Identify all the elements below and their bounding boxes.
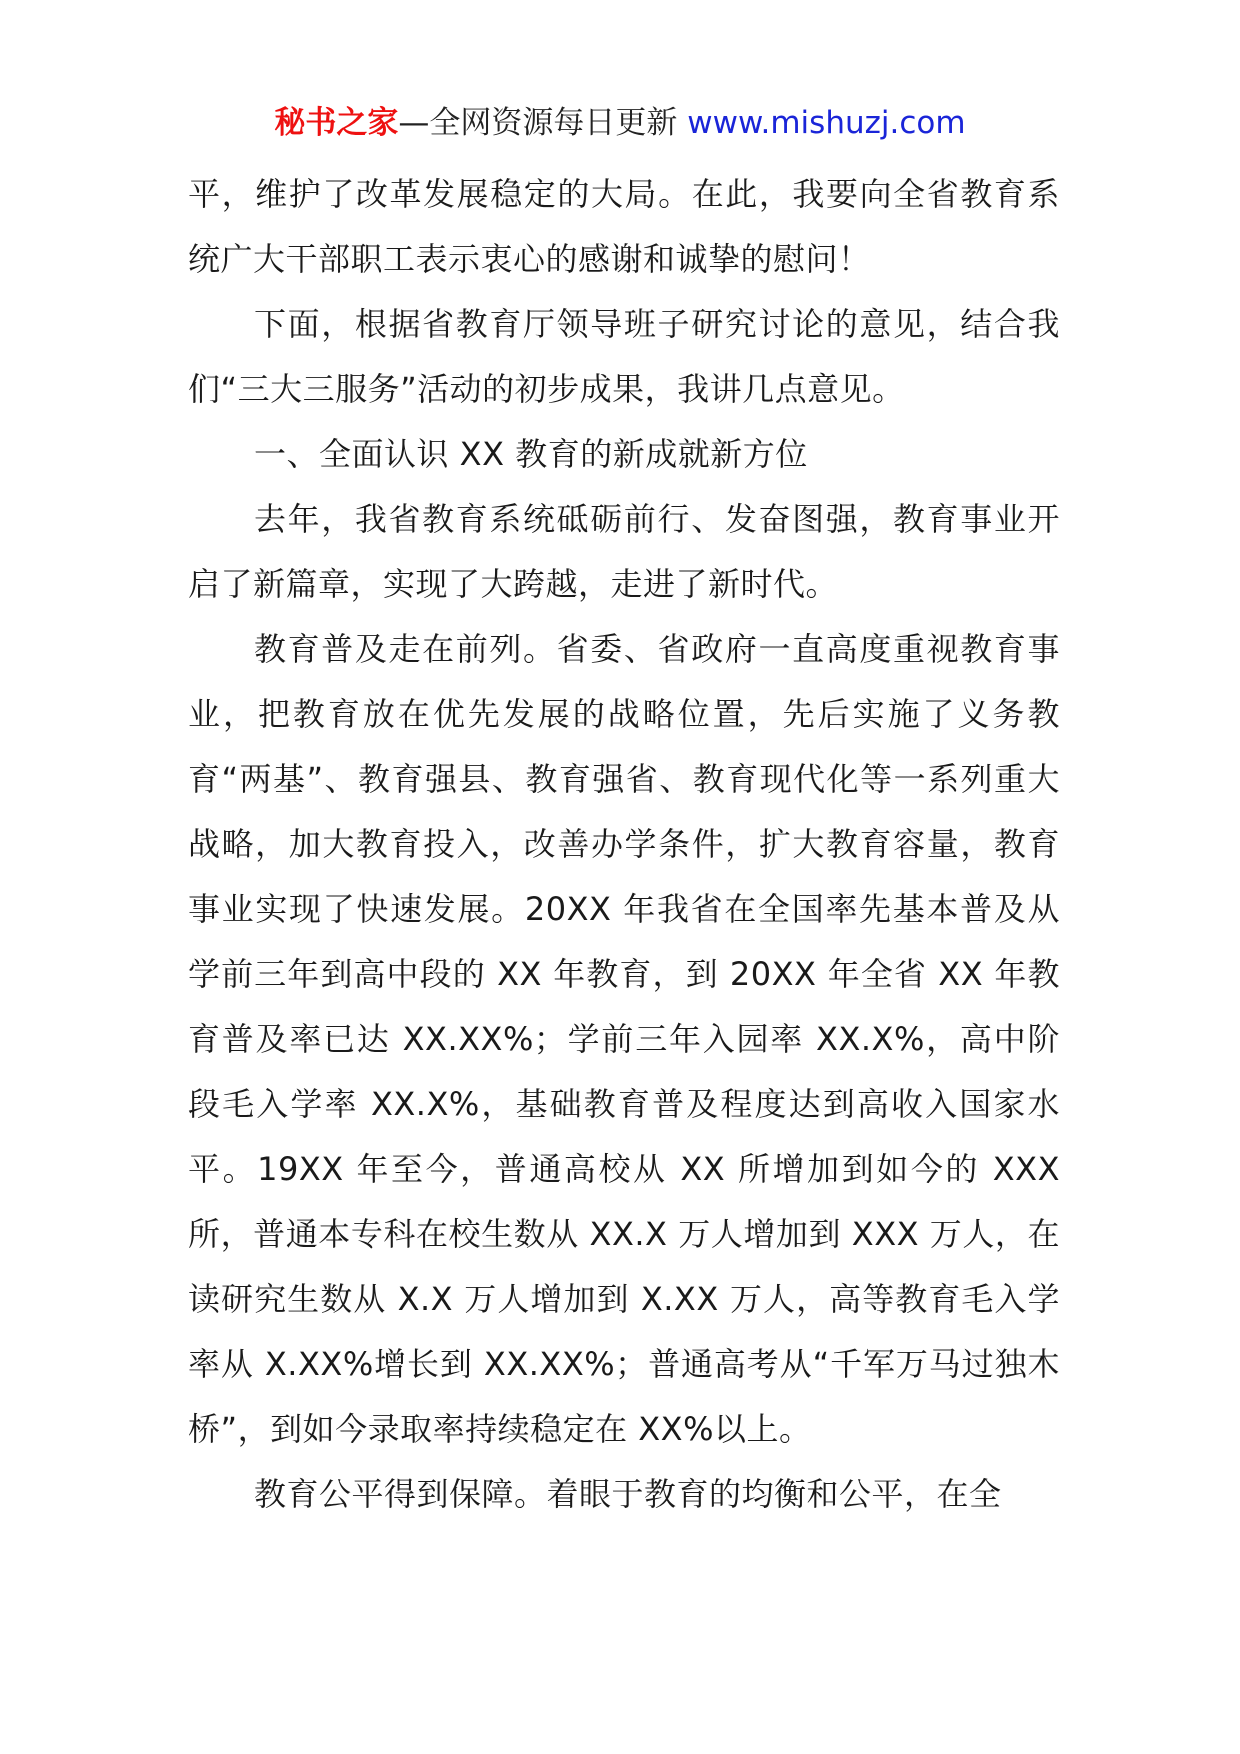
header-slogan: —全网资源每日更新: [398, 105, 678, 141]
brand-name: 秘书之家: [274, 105, 399, 141]
document-body: [188, 162, 1060, 1527]
site-header: [0, 101, 1240, 145]
section-heading: 一、全面认识 XX 教育的新成就新方位: [254, 435, 808, 473]
paragraph: 下面，根据省教育厅领导班子研究讨论的意见，结合我们“三大三服务”活动的初步成果，我讲几点意见。: [188, 305, 1060, 408]
paragraph-continuation: 平，维护了改革发展稳定的大局。在此，我要向全省教育系统广大干部职工表示衷心的感谢和诚挚的慰问！: [188, 175, 1060, 278]
site-url-link[interactable]: www.mishuzj.com: [687, 105, 966, 141]
paragraph: 教育公平得到保障。着眼于教育的均衡和公平，在全: [254, 1475, 1002, 1513]
paragraph: 去年，我省教育系统砥砺前行、发奋图强，教育事业开启了新篇章，实现了大跨越，走进了新时代。: [188, 500, 1060, 603]
paragraph: 教育普及走在前列。省委、省政府一直高度重视教育事业，把教育放在优先发展的战略位置，先后实施了义务教育“两基”、教育强县、教育强省、教育现代化等一系列重大战略，加大教育投入，改善办学条件，扩大教育容量，教育事业实现了快速发展。20XX 年我省在全国率先基本普及从学前三年到高中段的 XX 年教育，到 20XX 年全省 XX 年教育普及率已达 XX.XX%；学前三年入园率 XX.X%，高中阶段毛入学率 XX.X%，基础教育普及程度达到高收入国家水平。19XX 年至今，普通高校从 XX 所增加到如今的 XXX 所，普通本专科在校生数从 XX.X 万人增加到 XXX 万人，在读研究生数从 X.X 万人增加到 X.XX 万人，高等教育毛入学率从 X.XX%增长到 XX.XX%；普通高考从“千军万马过独木桥”，到如今录取率持续稳定在 XX%以上。: [188, 630, 1060, 1448]
